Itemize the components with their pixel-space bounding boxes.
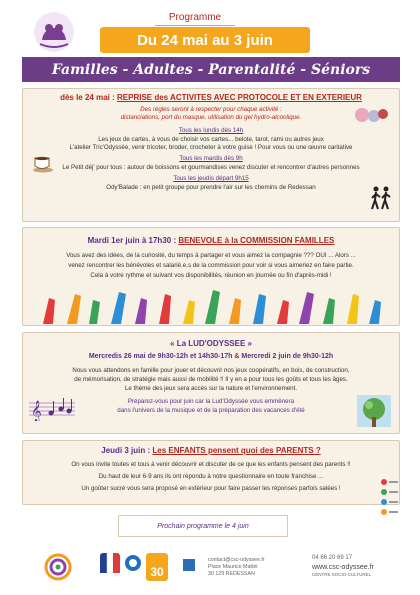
section3-line-3: Le thème des jeux sera accès sur la nature et l'environnement.: [124, 385, 298, 392]
rules-line-1: Des règles seront à respecter pour chaque activité :: [140, 106, 282, 113]
section3-line-2: de mémorisation, de stratégie mais aussi de mobilité !! Il y en a pour tous les goûts et tous les âges.: [74, 376, 348, 383]
section3-line-5: dans l'univers de la musique et de la préparation des vacances d'été: [117, 407, 305, 414]
tuesdays-title: Tous les mardis dès 9h: [179, 155, 243, 162]
section3-dates-a: Mercredis 26 mai de 9h30-12h et 14h30-17h: [88, 353, 233, 360]
date-range-title: Du 24 mai au 3 juin: [100, 27, 310, 53]
section2-line-3: Cela à votre rythme et suivant vos disponibilités, réunion en journée ou fin d'après-midi !: [90, 272, 332, 279]
next-program-note: Prochain programme le 4 juin: [118, 515, 288, 537]
section1-heading: [23, 93, 399, 103]
mondays-knitting-text: L'atelier Tric'Odyssée, venir tricoter, broder, crocheter à votre guise ! Pour vous ou une œuvre caritative: [69, 144, 353, 151]
section-reprise-activites: [22, 88, 400, 222]
section2-line-2: venez rencontrer les bénévoles et salarié.e.s de la commission pour voir si vous aimeriez en faire partie.: [68, 262, 354, 269]
mondays-cards-text: Les jeux de cartes, à vous de choisir vos cartes... belote, tarot, rami ou autres jeux: [98, 136, 324, 143]
section2-line-1: Vous avez des idées, de la curiosité, du temps à partager et vous aimez la compagnie ??? OUI ... Alors ...: [66, 252, 356, 259]
raised-hands-illustration: [23, 288, 401, 324]
section3-dates-sep: &: [234, 353, 240, 360]
music-notes-icon: [27, 393, 77, 421]
section4-heading: [23, 446, 399, 456]
section3-line-1: Nous vous attendons en famille pour jouer et découvrir nos jeux coopératifs, en bois, de construction,: [72, 367, 350, 374]
svg-text:𝄞: 𝄞: [31, 401, 42, 421]
program-label: Programme: [155, 12, 235, 26]
odyssee-logo: [32, 10, 76, 54]
mondays-title: Tous les lundis dès 14h: [178, 127, 244, 134]
thursdays-walk-text: Ody'Balade : en petit groupe pour prendre l'air sur les chemins de Redessan: [106, 184, 316, 191]
section4-heading-prefix: Jeudi 3 juin :: [101, 446, 151, 455]
section4-line-3: Un goûter sucré vous sera proposé en extérieur pour faire passer les réponses parfois salées !: [81, 485, 341, 492]
section3-line-4: Préparez-vous pour juin car la Lud'Odyssée vous emmènera: [127, 398, 295, 405]
audience-banner: Familles - Adultes - Parentalité - Séniors: [22, 57, 400, 82]
section-benevole-commission: [22, 227, 400, 326]
thursdays-title: Tous les jeudis départ 9h15: [173, 175, 249, 182]
section-lud-odyssee: [22, 332, 400, 434]
contact-block-right: [312, 555, 374, 578]
partner-logo-colorful-icon: [44, 553, 72, 581]
section1-heading-prefix: dès le 24 mai :: [60, 93, 115, 102]
section3-dates-b: Mercredi 2 juin de 9h30-12h: [241, 353, 334, 360]
section4-line-1: On vous invite toutes et tous à venir découvrir et discuter de ce que les enfants pensent des parents !!: [71, 461, 351, 468]
caf-logo-icon: [124, 553, 142, 581]
tuesdays-breakfast-text: Le Petit déj' pour tous : autour de boissons et gourmandises venez discuter et rencontrer d'autres personnes: [62, 164, 360, 171]
section2-heading-text: BENEVOLE à la COMMISSION FAMILLES: [178, 236, 335, 245]
section4-heading-text: Les ENFANTS pensent quoi des PARENTS ?: [152, 446, 321, 455]
centre-label: CENTRE SOCIO-CULTUREL: [312, 571, 372, 577]
section2-heading-prefix: Mardi 1er juin à 17h30 :: [87, 236, 177, 245]
footer: [30, 551, 390, 585]
contact-address-1: Place Maurice Mattéi: [208, 563, 258, 570]
section1-heading-text: REPRISE des ACTIVITES AVEC PROTOCOLE ET EN EXTERIEUR: [117, 93, 362, 102]
contact-email: contact@csc-odyssee.fr: [208, 557, 265, 563]
section3-heading: « La LUD'ODYSSEE »: [170, 339, 252, 348]
section2-heading: [23, 236, 399, 246]
contact-block: [208, 557, 265, 578]
square-logo-icon: [182, 553, 196, 581]
contact-address-2: 30 129 REDESSAN: [208, 570, 255, 577]
walking-people-icon: [369, 185, 393, 211]
section4-line-2: Du haut de leur 6-9 ans ils ont répondu à notre questionnaire en toute franchise ...: [98, 473, 324, 480]
rules-line-2: distanciations, port du masque, utilisation du gel hydro-alcoolique.: [120, 114, 302, 121]
section-enfants-parents: [22, 440, 400, 505]
contact-website: www.csc-odyssee.fr: [312, 563, 374, 571]
checklist-icon: [378, 476, 400, 522]
section3-dates: [23, 353, 399, 361]
contact-phone: 04 66 20 69 17: [312, 555, 353, 561]
republique-francaise-logo-icon: [100, 553, 120, 581]
department-badge: 30: [146, 553, 168, 581]
nature-photo-icon: [357, 395, 391, 427]
